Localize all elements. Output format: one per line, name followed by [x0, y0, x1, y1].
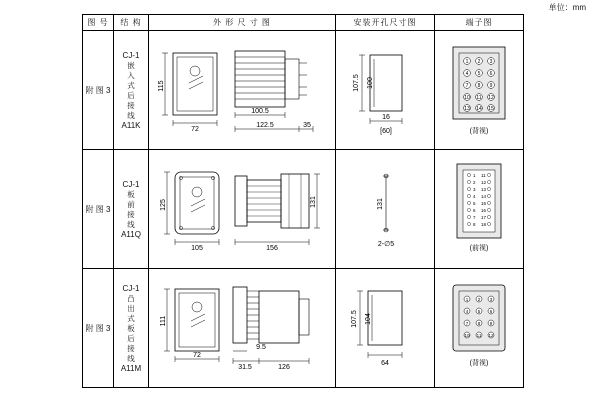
cell-drawing-no	[83, 150, 114, 269]
terminal-8: 8	[473, 222, 476, 227]
structure-line-7: 线	[127, 353, 135, 363]
terminal-16: 16	[481, 208, 487, 213]
terminal-13: 13	[481, 187, 487, 192]
header-structure: 结 构	[114, 15, 149, 31]
terminal-5: 5	[477, 71, 481, 77]
terminal-7: 7	[465, 83, 469, 89]
dim-9-5: 9.5	[256, 344, 266, 351]
structure-stack	[114, 180, 148, 239]
dim-122-5: 122.5	[256, 122, 274, 129]
dim-156: 156	[266, 245, 278, 252]
cell-hole-drawing	[336, 150, 435, 269]
terminal-2: 2	[473, 180, 476, 185]
structure-stack	[114, 51, 148, 130]
structure-code: A11Q	[121, 229, 141, 239]
terminal-7: 7	[465, 321, 469, 326]
drawing-no-text: 附 图 3	[85, 85, 111, 95]
terminal-view-note: (前视)	[469, 245, 489, 252]
terminal-5: 5	[473, 201, 476, 206]
dim-115: 115	[158, 80, 165, 92]
terminal-8: 8	[477, 83, 481, 89]
dim-31-5: 31.5	[238, 364, 252, 371]
table-header-row	[83, 15, 524, 31]
header-mounting-hole: 安装开孔尺寸图	[336, 15, 435, 31]
structure-model: CJ-1	[122, 283, 140, 293]
terminal-drawing-3	[435, 269, 523, 387]
dim-72: 72	[193, 352, 201, 359]
hole-drawing-3	[336, 269, 434, 387]
dim-107-5: 107.5	[353, 74, 360, 92]
structure-code: A11K	[121, 120, 141, 130]
structure-line-1: 嵌	[127, 60, 135, 70]
terminal-6: 6	[489, 309, 493, 314]
terminal-5: 5	[477, 309, 481, 314]
structure-line-2: 入	[127, 70, 135, 80]
structure-line-5: 后	[127, 333, 135, 343]
dim-72: 72	[191, 126, 199, 133]
hole-spec: 2-∅5	[377, 241, 395, 248]
terminal-3: 3	[489, 59, 493, 65]
cell-drawing-no	[83, 31, 114, 150]
dim-100-5: 100.5	[251, 108, 269, 115]
dim-131: 131	[377, 198, 384, 210]
unit-label: 单位：mm	[548, 3, 586, 12]
terminal-2: 2	[477, 297, 481, 302]
dim-64: 64	[381, 360, 389, 367]
terminal-drawing-2	[435, 150, 523, 268]
terminal-drawing-1	[435, 31, 523, 149]
terminal-9: 9	[489, 83, 493, 89]
outline-drawing-3	[149, 269, 335, 387]
structure-line-5: 接	[127, 100, 135, 110]
terminal-15: 15	[488, 106, 494, 112]
terminal-2: 2	[477, 59, 481, 65]
structure-line-4: 线	[127, 219, 135, 229]
structure-line-3: 接	[127, 209, 135, 219]
terminal-1: 1	[465, 59, 469, 65]
terminal-7: 7	[473, 215, 476, 220]
dim-35: 35	[303, 122, 311, 129]
drawing-no-text: 附 图 3	[85, 204, 111, 214]
cell-terminal-drawing	[435, 150, 524, 269]
terminal-4: 4	[465, 71, 469, 77]
terminal-view-note: (背视)	[469, 128, 489, 135]
terminal-3: 3	[489, 297, 493, 302]
terminal-4: 4	[473, 194, 476, 199]
hole-drawing-1	[336, 31, 434, 149]
cell-hole-drawing	[336, 31, 435, 150]
cell-terminal-drawing	[435, 269, 524, 388]
terminal-15: 15	[481, 201, 487, 206]
drawing-no-text: 附 图 3	[85, 323, 111, 333]
terminal-3: 3	[473, 187, 476, 192]
structure-line-2: 出	[127, 303, 135, 313]
terminal-6: 6	[473, 208, 476, 213]
structure-line-6: 线	[127, 110, 135, 120]
terminal-view-note: (背视)	[469, 360, 489, 367]
terminal-14: 14	[476, 106, 482, 112]
cell-structure	[114, 31, 149, 150]
structure-code: A11M	[120, 363, 142, 373]
dim-125: 125	[160, 199, 167, 211]
terminal-1: 1	[473, 173, 476, 178]
cell-outline-drawing	[149, 31, 336, 150]
dim-16: 16	[382, 114, 390, 121]
dim-126: 126	[278, 364, 290, 371]
structure-model: CJ-1	[122, 50, 140, 60]
dim-131-side: 131	[310, 196, 317, 208]
cell-hole-drawing	[336, 269, 435, 388]
terminal-10: 10	[464, 95, 470, 101]
structure-stack	[114, 284, 148, 373]
structure-line-3: 式	[127, 80, 135, 90]
terminal-17: 17	[481, 215, 487, 220]
terminal-12: 12	[488, 95, 494, 101]
structure-line-4: 板	[127, 323, 135, 333]
hole-drawing-2	[336, 150, 434, 268]
structure-line-6: 接	[127, 343, 135, 353]
cell-drawing-no	[83, 269, 114, 388]
terminal-4: 4	[465, 309, 469, 314]
dim-105: 105	[191, 245, 203, 252]
table-row	[83, 269, 524, 388]
cell-terminal-drawing	[435, 31, 524, 150]
header-outline: 外 形 尺 寸 图	[149, 15, 336, 31]
table-row	[83, 150, 524, 269]
terminal-14: 14	[481, 194, 487, 199]
dim-60: [60]	[380, 128, 392, 135]
header-drawing-no: 图 号	[83, 15, 114, 31]
dim-107-5: 107.5	[351, 310, 358, 328]
terminal-1: 1	[465, 297, 469, 302]
structure-line-2: 前	[127, 199, 135, 209]
structure-line-1: 板	[127, 189, 135, 199]
terminal-6: 6	[489, 71, 493, 77]
cell-outline-drawing	[149, 150, 336, 269]
dim-100: 100	[367, 77, 374, 89]
outline-drawing-1	[149, 31, 335, 149]
dim-111: 111	[160, 315, 167, 327]
header-terminal: 端子图	[435, 15, 524, 31]
cell-structure	[114, 150, 149, 269]
dim-104: 104	[365, 313, 372, 325]
terminal-12: 12	[488, 333, 494, 338]
terminal-8: 8	[477, 321, 481, 326]
table-row	[83, 31, 524, 150]
structure-model: CJ-1	[122, 179, 140, 189]
terminal-18: 18	[481, 222, 487, 227]
structure-line-1: 凸	[127, 293, 135, 303]
structure-line-4: 后	[127, 90, 135, 100]
terminal-9: 9	[489, 321, 493, 326]
terminal-12: 12	[481, 180, 487, 185]
structure-line-3: 式	[127, 313, 135, 323]
spec-table	[82, 14, 524, 388]
terminal-10: 10	[464, 333, 470, 338]
terminal-11: 11	[481, 173, 486, 178]
cell-structure	[114, 269, 149, 388]
outline-drawing-2	[149, 150, 335, 268]
cell-outline-drawing	[149, 269, 336, 388]
terminal-11: 11	[476, 333, 482, 338]
terminal-11: 11	[476, 95, 482, 101]
terminal-13: 13	[464, 106, 470, 112]
